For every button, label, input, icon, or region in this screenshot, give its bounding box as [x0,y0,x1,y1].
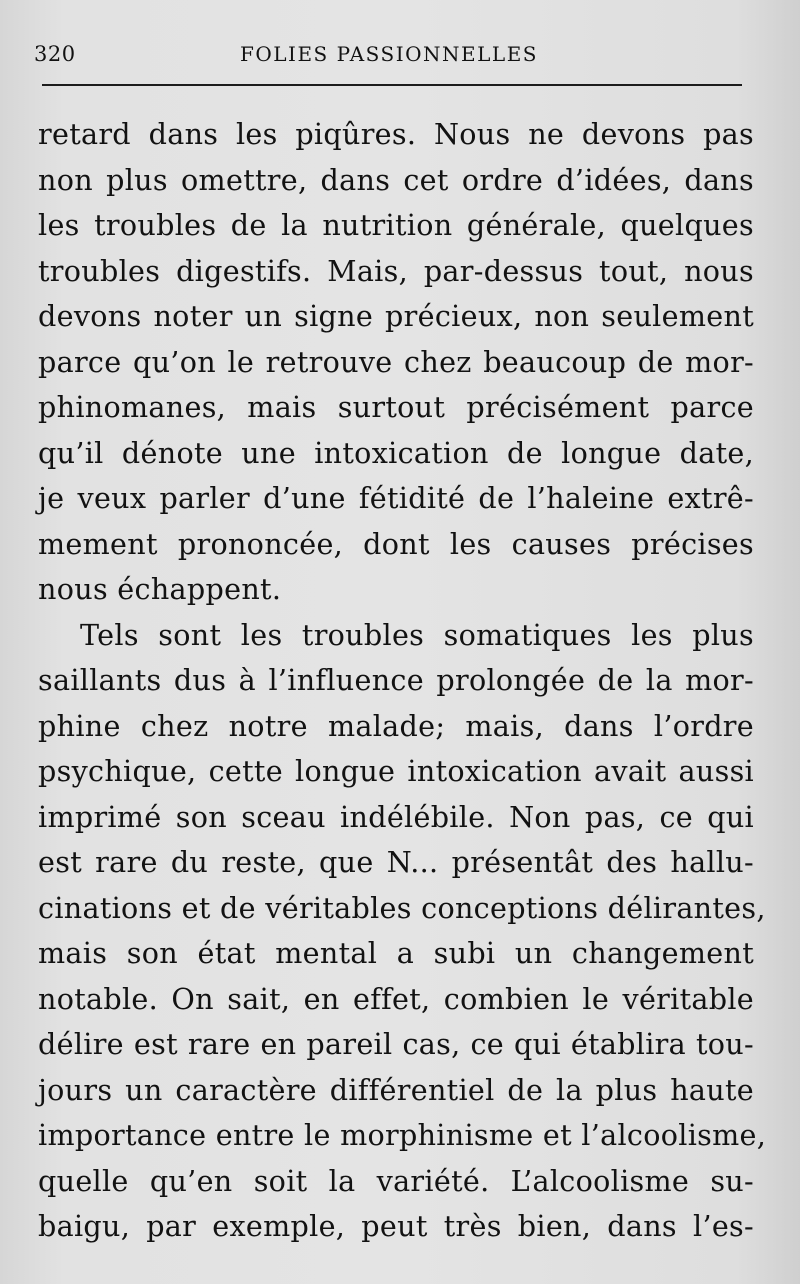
text-line: est rare du reste, que N... présentât des hallu- [38,845,754,879]
text-line: saillants dus à l’influence prolongée de la mor- [38,663,754,697]
running-title: FOLIES PASSIONNELLES [240,42,538,66]
text-line: quelle qu’en soit la variété. L’alcoolisme su- [38,1163,754,1198]
text-line: psychique, cette longue intoxication avait aussi [38,754,754,788]
text-line: retard dans les piqûres. Nous ne devons pas [38,117,754,151]
body-text [38,112,767,1250]
text-line: troubles digestifs. Mais, par-dessus tout, nous [38,253,754,288]
text-line: qu’il dénote une intoxication de longue date, [38,435,754,470]
text-line: importance entre le morphinisme et l’alcoolisme, [38,1118,767,1152]
text-line: imprimé son sceau indélébile. Non pas, ce qui [38,799,754,834]
text-line: je veux parler d’une fétidité de l’haleine extrê- [38,481,754,515]
text-line: phine chez notre malade; mais, dans l’ordre [38,708,754,743]
paragraph-start-line: Tels sont les troubles somatiques les plus [80,617,754,652]
text-line: baigu, par exemple, peut très bien, dans l’es- [38,1209,754,1243]
text-line: jours un caractère différentiel de la plus haute [38,1072,754,1107]
text-line: non plus omettre, dans cet ordre d’idées, dans [38,162,754,197]
text-line: notable. On sait, en effet, combien le véritable [38,981,754,1016]
text-line: mement prononcée, dont les causes précises [38,526,754,561]
text-line: devons noter un signe précieux, non seulement [38,299,754,333]
text-line: phinomanes, mais surtout précisément parce [38,390,754,424]
header-rule [42,84,742,86]
page-number: 320 [34,42,76,66]
text-line: délire est rare en pareil cas, ce qui établira tou- [38,1027,754,1061]
text-line: mais son état mental a subi un changement [38,936,754,970]
text-line: les troubles de la nutrition générale, quelques [38,208,754,242]
text-line: parce qu’on le retrouve chez beaucoup de mor- [38,344,754,379]
text-line: cinations et de véritables conceptions délirantes, [38,890,766,925]
running-head [34,38,744,72]
paragraph-end-line: nous échappent. [38,572,282,606]
